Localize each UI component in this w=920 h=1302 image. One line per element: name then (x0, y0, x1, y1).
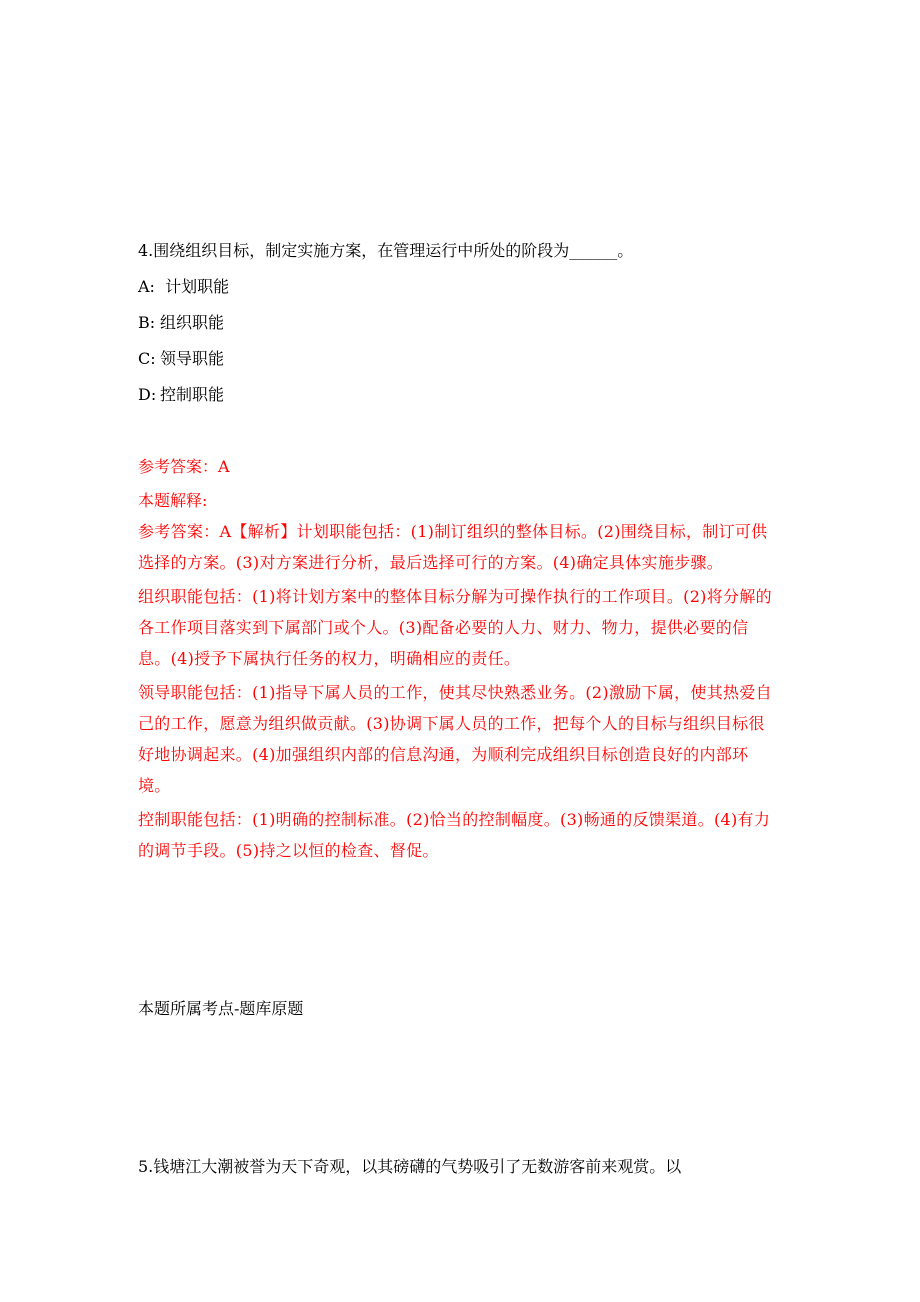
option-a-letter: A: (138, 277, 155, 296)
option-c-text: 领导职能 (160, 349, 225, 368)
option-b (138, 308, 778, 344)
answer-block (138, 452, 778, 866)
explanation-paragraph-controlling: 控制职能包括：(1)明确的控制标准。(2)恰当的控制幅度。(3)畅通的反馈渠道。(4)有力的调节手段。(5)持之以恒的检查、督促。 (138, 810, 771, 860)
question-4-stem: 4.围绕组织目标，制定实施方案，在管理运行中所处的阶段为______。 (138, 241, 634, 260)
option-b-text: 组织职能 (160, 313, 225, 332)
option-d-text: 控制职能 (160, 385, 225, 404)
option-a (138, 272, 778, 308)
option-d-letter: D: (138, 385, 157, 404)
question-5-stem: 5.钱塘江大潮被誉为天下奇观，以其磅礴的气势吸引了无数游客前来观赏。以 (138, 1157, 682, 1176)
topic-label: 本题所属考点-题库原题 (138, 999, 304, 1018)
option-a-text: 计划职能 (160, 277, 230, 296)
option-c-letter: C: (138, 349, 156, 368)
option-d (138, 380, 778, 416)
explanation-paragraph-organizing: 组织职能包括：(1)将计划方案中的整体目标分解为可操作执行的工作项目。(2)将分解的各工作项目落实到下属部门或个人。(3)配备必要的人力、财力、物力，提供必要的信息。(4)授予下属执行任务的权力，明确相应的责任。 (138, 587, 772, 668)
answer-line: 参考答案：A (138, 457, 230, 476)
option-c (138, 344, 778, 380)
explanation-paragraph-leading: 领导职能包括：(1)指导下属人员的工作，使其尽快熟悉业务。(2)激励下属，使其热爱自己的工作，愿意为组织做贡献。(3)协调下属人员的工作，把每个人的目标与组织目标很好地协调起来。(4)加强组织内部的信息沟通，为顺利完成组织目标创造良好的内部环境。 (138, 683, 772, 795)
explanation-title: 本题解释: (138, 491, 208, 510)
explanation-paragraph-planning: 参考答案：A【解析】计划职能包括：(1)制订组织的整体目标。(2)围绕目标，制订可供选择的方案。(3)对方案进行分析，最后选择可行的方案。(4)确定具体实施步骤。 (138, 522, 768, 572)
option-b-letter: B: (138, 313, 156, 332)
question-4-options (138, 272, 778, 416)
